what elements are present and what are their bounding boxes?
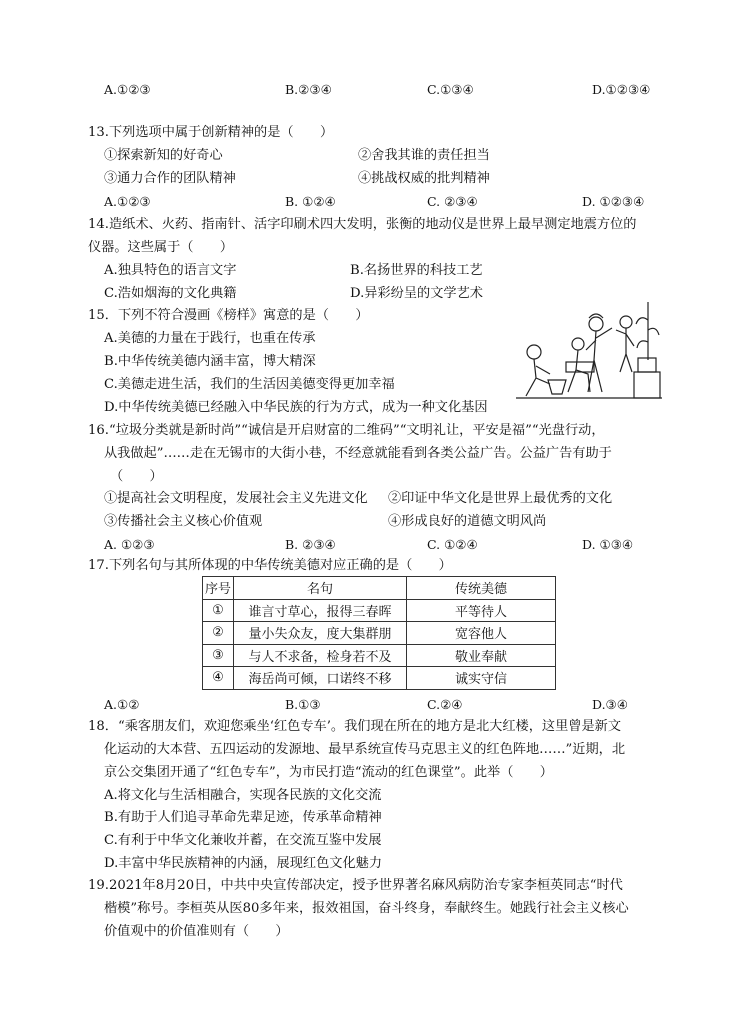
q16-item-2: ②印证中华文化是世界上最优秀的文化 <box>388 491 613 506</box>
cartoon-illustration <box>516 300 662 400</box>
q18-stem-line3: 京公交集团开通了“红色专车”，为市民打造“流动的红色课堂”。此举（ ） <box>104 765 553 780</box>
q16-option-c: C. ①②④ <box>427 537 478 552</box>
q16-stem-line1: 16.“垃圾分类就是新时尚”“诚信是开启财富的二维码”“文明礼让，平安是福”“光盘行动， <box>88 423 605 438</box>
header-virtue: 传统美德 <box>407 577 556 600</box>
table-row <box>203 667 556 690</box>
q16-item-4: ④形成良好的道德文明风尚 <box>388 514 547 529</box>
row-virtue: 宽容他人 <box>407 622 556 645</box>
table-header-row <box>203 577 556 600</box>
q15-option-d: D.中华传统美德已经融入中华民族的行为方式，成为一种文化基因 <box>104 400 488 415</box>
q16-option-b: B. ②③④ <box>285 537 336 552</box>
q13-option-b: B. ①②④ <box>285 194 336 209</box>
q13-item-4: ④挑战权威的批判精神 <box>358 171 490 186</box>
q15-stem: 15．下列不符合漫画《榜样》寓意的是（ ） <box>88 308 369 323</box>
q18-stem-line2: 化运动的大本营、五四运动的发源地、最早系统宣传马克思主义的红色阵地……”近期，北 <box>104 742 626 757</box>
table-row <box>203 599 556 622</box>
q13-option-d: D. ①②③④ <box>582 194 645 209</box>
q13-item-3: ③通力合作的团队精神 <box>104 171 236 186</box>
q17-option-b: B.①③ <box>285 697 321 712</box>
q17-option-a: A.①② <box>104 697 140 712</box>
q13-item-1: ①探索新知的好奇心 <box>104 148 223 163</box>
row-quote: 量小失众友，度大集群朋 <box>234 622 407 645</box>
q17-option-d: D.③④ <box>592 697 628 712</box>
q14-stem-line2: 仪器。这些属于（ ） <box>88 240 234 255</box>
q12-option-c: C.①③④ <box>427 82 474 97</box>
q15-option-c: C.美德走进生活，我们的生活因美德变得更加幸福 <box>104 377 395 392</box>
q16-stem-line2: 从我做起”……走在无锡市的大街小巷，不经意就能看到各类公益广告。公益广告有助于 <box>104 446 612 461</box>
table-row <box>203 622 556 645</box>
row-quote: 与人不求备，检身若不及 <box>234 644 407 667</box>
q18-option-a: A.将文化与生活相融合，实现各民族的文化交流 <box>104 788 382 803</box>
q17-table <box>202 576 556 690</box>
q16-item-1: ①提高社会文明程度，发展社会主义先进文化 <box>104 491 368 506</box>
q14-option-b: B.名扬世界的科技工艺 <box>350 263 483 278</box>
row-virtue: 诚实守信 <box>407 667 556 690</box>
q16-option-d: D. ①③④ <box>582 537 634 552</box>
q12-option-d: D.①②③④ <box>592 82 651 97</box>
q18-option-c: C.有利于中华文化兼收并蓄，在交流互鉴中发展 <box>104 833 382 848</box>
q18-stem-line1: 18．“乘客朋友们，欢迎您乘坐‘红色专车’。我们现在所在的地方是北大红楼，这里曾是新文 <box>88 719 622 734</box>
q16-stem-line3: （ ） <box>110 469 163 484</box>
q19-stem-line3: 价值观中的价值准则有（ ） <box>104 924 289 939</box>
q16-option-a: A. ①②③ <box>104 537 155 552</box>
header-number: 序号 <box>203 577 234 600</box>
header-quote: 名句 <box>234 577 407 600</box>
q18-option-b: B.有助于人们追寻革命先辈足迹，传承革命精神 <box>104 810 382 825</box>
q14-option-c: C.浩如烟海的文化典籍 <box>104 286 237 301</box>
q14-option-a: A.独具特色的语言文字 <box>104 263 237 278</box>
q17-stem: 17.下列名句与其所体现的中华传统美德对应正确的是（ ） <box>88 558 452 573</box>
table-row <box>203 644 556 667</box>
q13-item-2: ②舍我其谁的责任担当 <box>358 148 490 163</box>
q14-option-d: D.异彩纷呈的文学艺术 <box>350 286 483 301</box>
q13-stem: 13.下列选项中属于创新精神的是（ ） <box>88 125 334 140</box>
row-number: ① <box>203 599 234 622</box>
q13-option-c: C. ②③④ <box>427 194 478 209</box>
row-quote: 谁言寸草心，报得三春晖 <box>234 599 407 622</box>
row-number: ③ <box>203 644 234 667</box>
q13-option-a: A.①②③ <box>104 194 151 209</box>
row-virtue: 平等待人 <box>407 599 556 622</box>
q15-option-b: B.中华传统美德内涵丰富，博大精深 <box>104 354 316 369</box>
row-number: ④ <box>203 667 234 690</box>
row-quote: 海岳尚可倾，口诺终不移 <box>234 667 407 690</box>
q19-stem-line2: 楷模”称号。李桓英从医80多年来，报效祖国，奋斗终身，奉献终生。她践行社会主义核心 <box>104 901 629 916</box>
q12-option-b: B.②③④ <box>285 82 332 97</box>
row-virtue: 敬业奉献 <box>407 644 556 667</box>
q16-item-3: ③传播社会主义核心价值观 <box>104 514 263 529</box>
q12-option-a: A.①②③ <box>104 82 151 97</box>
q17-option-c: C.②④ <box>427 697 463 712</box>
q19-stem-line1: 19.2021年8月20日，中共中央宣传部决定，授予世界著名麻风病防治专家李桓英同志“时代 <box>88 878 623 893</box>
q14-stem-line1: 14.造纸术、火药、指南针、活字印刷术四大发明，张衡的地动仪是世界上最早测定地震方位的 <box>88 217 637 232</box>
row-number: ② <box>203 622 234 645</box>
q15-option-a: A.美德的力量在于践行，也重在传承 <box>104 331 316 346</box>
q18-option-d: D.丰富中华民族精神的内涵，展现红色文化魅力 <box>104 856 383 871</box>
